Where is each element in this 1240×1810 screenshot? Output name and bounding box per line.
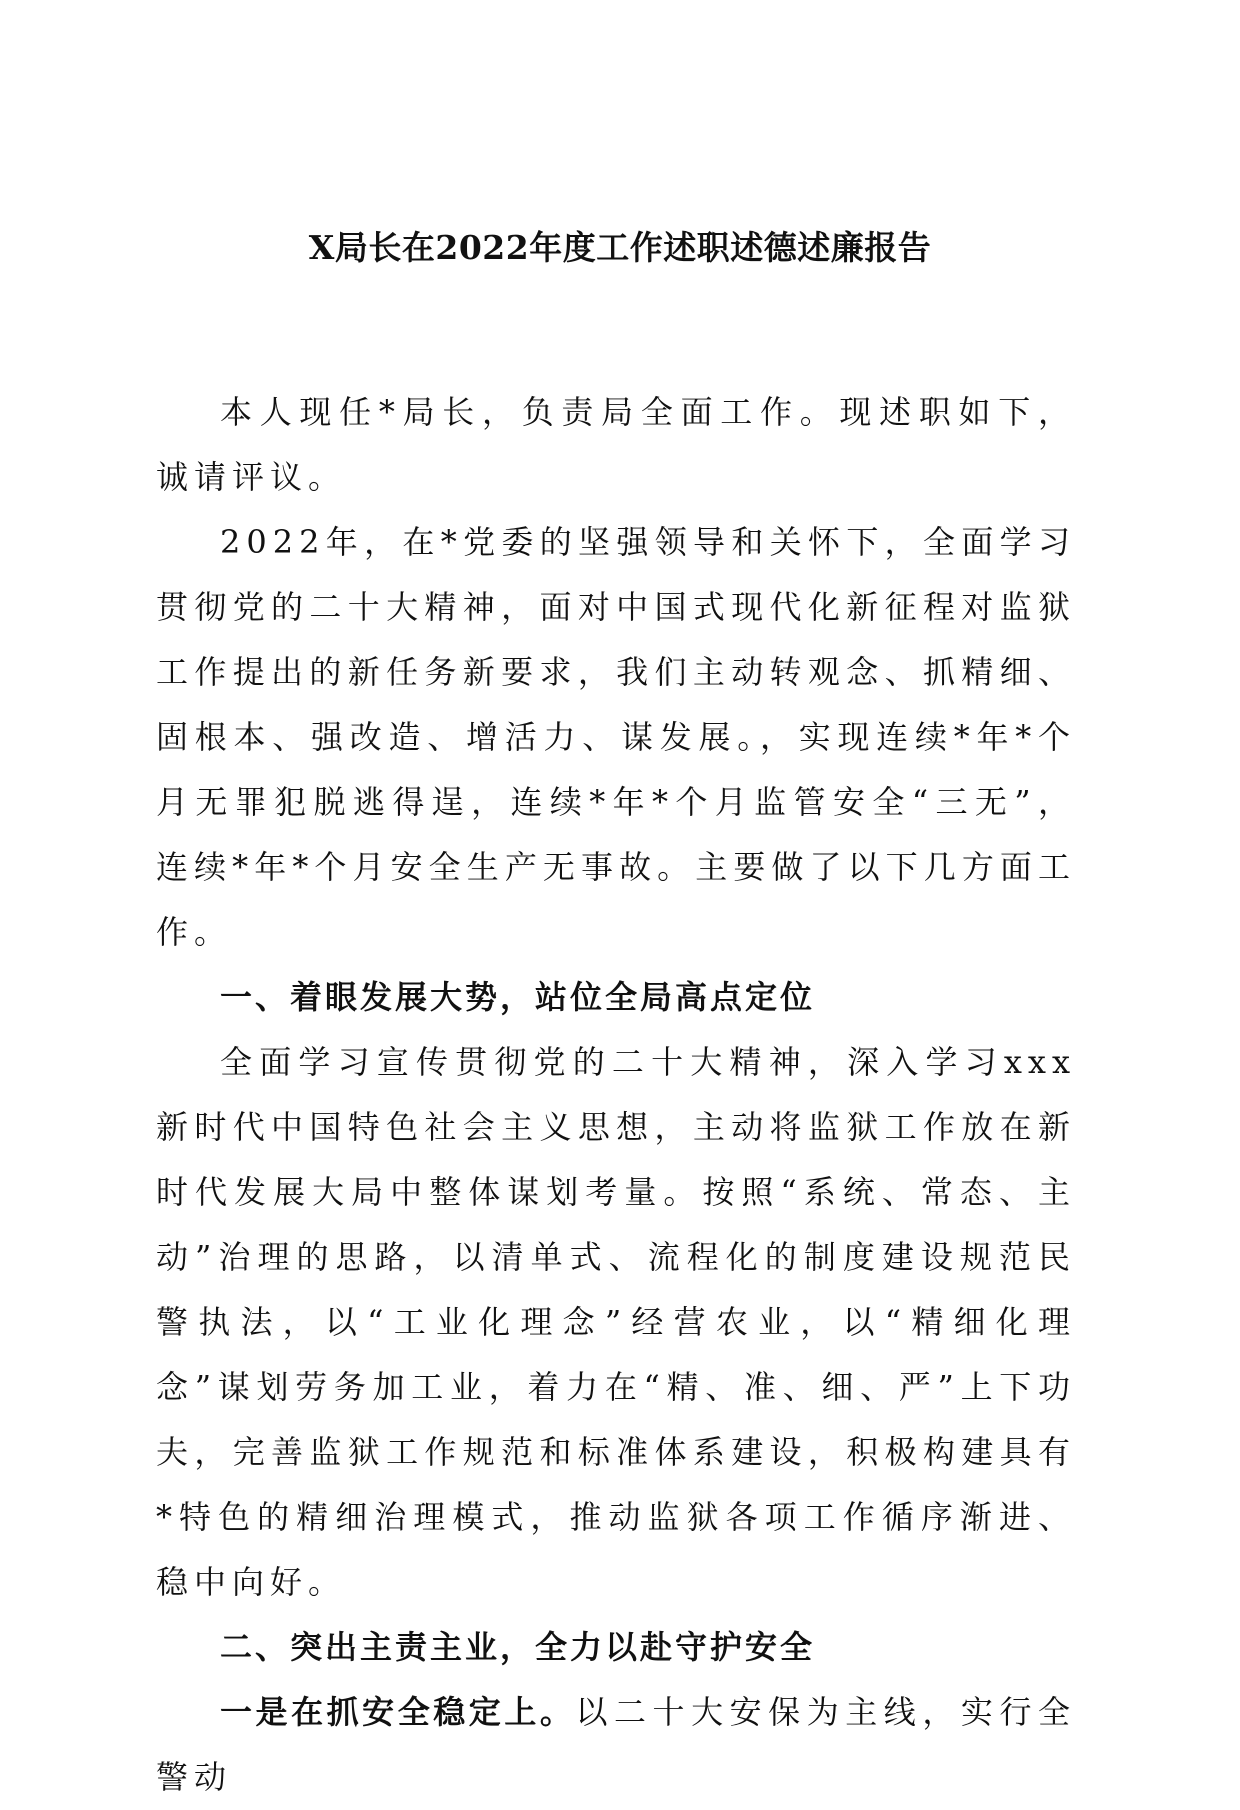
document-title: X局长在2022年度工作述职述德述廉报告 bbox=[308, 228, 932, 267]
paragraph-section-1: 全面学习宣传贯彻党的二十大精神，深入学习xxx新时代中国特色社会主义思想，主动将监狱工作放在新时代发展大局中整体谋划考量。按照“系统、常态、主动”治理的思路，以清单式、流程化的制度建设规范民警执法，以“工业化理念”经营农业，以“精细化理念”谋划劳务加工业，着力在“精、准、细、严”上下功夫，完善监狱工作规范和标准体系建设，积极构建具有*特色的精细治理模式，推动监狱各项工作循序渐进、稳中向好。 bbox=[156, 1043, 1076, 1601]
section-heading-1: 一、着眼发展大势，站位全局高点定位 bbox=[220, 978, 816, 1016]
paragraph-body-text: 以二十大安保为主线，实行全警动 bbox=[156, 1693, 1076, 1796]
paragraph-summary: 2022年，在*党委的坚强领导和关怀下，全面学习贯彻党的二十大精神，面对中国式现代化新征程对监狱工作提出的新任务新要求，我们主动转观念、抓精细、固根本、强改造、增活力、谋发展。，实现连续*年*个月无罪犯脱逃得逞，连续*年*个月监管安全“三无”，连续*年*个月安全生产无事故。主要做了以下几方面工作。 bbox=[156, 523, 1076, 951]
document-body bbox=[156, 380, 1076, 1810]
paragraph-section-2 bbox=[156, 1680, 1076, 1810]
paragraph-lead-text: 一是在抓安全稳定上。 bbox=[220, 1693, 576, 1731]
section-heading-2: 二、突出主责主业，全力以赴守护安全 bbox=[220, 1628, 816, 1666]
paragraph-intro: 本人现任*局长，负责局全面工作。现述职如下，诚请评议。 bbox=[156, 393, 1076, 496]
